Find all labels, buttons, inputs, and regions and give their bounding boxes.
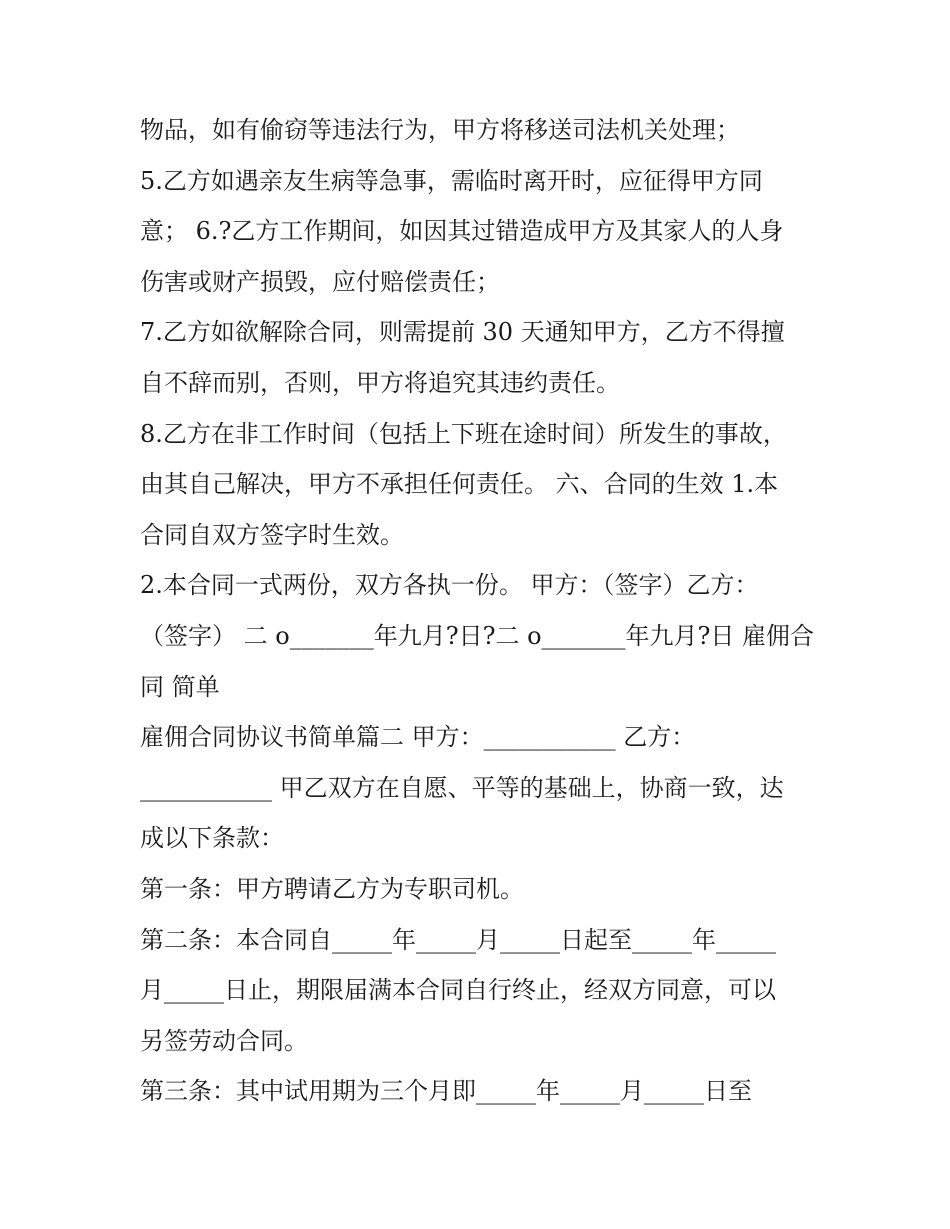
text-line: 5.乙方如遇亲友生病等急事，需临时离开时，应征得甲方同 <box>140 166 763 195</box>
text-line: 同 简单 <box>140 672 220 701</box>
text-line: 由其自己解决，甲方不承担任何责任。 六、合同的生效 1.本 <box>140 470 779 499</box>
text-line: 伤害或财产损毁，应付赔偿责任； <box>140 267 500 296</box>
contract-text <box>140 105 820 1117</box>
text-line: 自不辞而别，否则，甲方将追究其违约责任。 <box>140 368 620 397</box>
text-line: 雇佣合同协议书简单篇二 甲方：___________ 乙方： <box>140 723 696 752</box>
text-line: 2.本合同一式两份，双方各执一份。 甲方：（签字）乙方： <box>140 571 759 600</box>
text-line: 合同自双方签字时生效。 <box>140 520 404 549</box>
text-line: 第三条：其中试用期为三个月即_____年_____月_____日至 <box>140 1077 752 1106</box>
text-line: 第一条：甲方聘请乙方为专职司机。 <box>140 874 524 903</box>
text-line: 成以下条款： <box>140 824 284 853</box>
text-line: 7.乙方如欲解除合同，则需提前 30 天通知甲方，乙方不得擅 <box>140 318 785 347</box>
text-line: 月_____日止，期限届满本合同自行终止，经双方同意，可以 <box>140 976 776 1005</box>
text-line: 意； 6.?乙方工作期间，如因其过错造成甲方及其家人的人身 <box>140 217 784 246</box>
text-line: ___________ 甲乙双方在自愿、平等的基础上，协商一致，达 <box>140 773 784 802</box>
text-line: 8.乙方在非工作时间（包括上下班在途时间）所发生的事故， <box>140 419 787 448</box>
text-line: （签字） 二 o_______年九月?日?二 o_______年九月?日 雇佣合 <box>140 621 815 650</box>
text-line: 第二条：本合同自_____年_____月_____日起至_____年_____ <box>140 925 776 954</box>
text-line: 物品，如有偷窃等违法行为，甲方将移送司法机关处理； <box>140 116 740 144</box>
text-line: 另签劳动合同。 <box>140 1026 308 1055</box>
